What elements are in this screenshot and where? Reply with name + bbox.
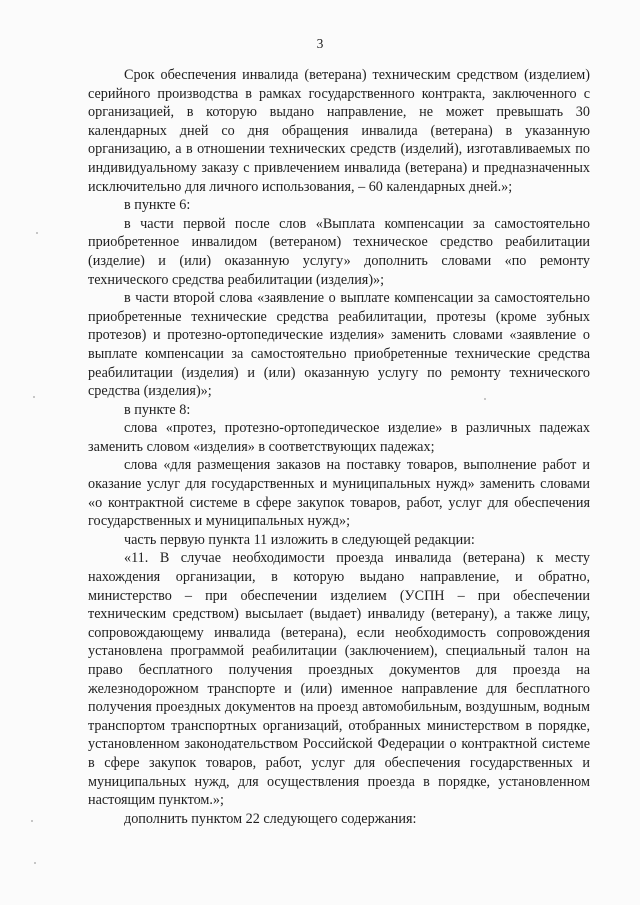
paragraph-point-6-part-1: в части первой после слов «Выплата компенсации за самостоятельно приобретенное инвалидом (ветераном) техническое средство реабилитации (изделие) и (или) оказанную услугу» дополнить словами «по ремонту технического средства реабилитации (изделия)»; <box>88 215 590 288</box>
scan-speck <box>31 820 33 822</box>
paragraph-point-8-words-prosthesis: слова «протез, протезно-ортопедическое изделие» в различных падежах заменить словом «изделия» в соответствующих падежах; <box>88 420 590 455</box>
document-body <box>88 66 590 828</box>
paragraph-point-11-intro: часть первую пункта 11 изложить в следующей редакции: <box>124 531 475 548</box>
paragraph-delivery-term: Срок обеспечения инвалида (ветерана) техническим средством (изделием) серийного производства в рамках государственного контракта, заключенного с организацией, в которую выдано направление, не может превышать 30 календарных дней со дня обращения инвалида (ветерана) в указанную организацию, а в отношении технических средств (изделий), изготавливаемых по индивидуальному заказу с привлечением инвалида (ветерана) и предназначенных исключительно для личного использования, – 60 календарных дней.»; <box>88 67 590 195</box>
paragraph-point-6-part-2: в части второй слова «заявление о выплате компенсации за самостоятельно приобретенные технические средства реабилитации, протезы (кроме зубных протезов) и протезно-ортопедические изделия» заменить словами «заявление о выплате компенсации за самостоятельно приобретенные технические средства реабилитации (изделия) и (или) оказанную услугу по ремонту технического средства (изделия)»; <box>88 290 590 400</box>
paragraph-point-6-heading: в пункте 6: <box>124 197 191 214</box>
scan-speck <box>33 396 35 398</box>
page-number: 3 <box>316 36 324 51</box>
scan-speck <box>484 398 486 400</box>
paragraph-point-8-words-procurement: слова «для размещения заказов на поставку товаров, выполнение работ и оказание услуг для государственных и муниципальных нужд» заменить словами «о контрактной системе в сфере закупок товаров, работ, услуг для обеспечения государственных и муниципальных нужд»; <box>88 457 590 530</box>
scan-speck <box>34 862 36 864</box>
paragraph-point-11-text: «11. В случае необходимости проезда инвалида (ветерана) к месту нахождения организации, в которую выдано направление, и обратно, министерство – при обеспечении изделием (УСПН – при обеспечении техническим средством) высылает (выдает) инвалиду (ветерану), а также лицу, сопровождающему инвалида (ветерана), если необходимость сопровождения установлена программой реабилитации (заключением), специальный талон на право бесплатного получения проездных документов для проезда на железнодорожном транспорте и (или) именное направление для бесплатного получения проездных документов на проезд автомобильным, воздушным, водным транспортом транспортных организаций, отобранных министерством в порядке, установленном законодательством Российской Федерации о контрактной системе в сфере закупок товаров, работ, услуг для обеспечения государственных и муниципальных нужд, для осуществления проезда в порядке, установленном настоящим пунктом.»; <box>88 550 590 809</box>
scan-speck <box>36 232 38 234</box>
paragraph-point-8-heading: в пункте 8: <box>124 401 191 418</box>
paragraph-point-22-intro: дополнить пунктом 22 следующего содержания: <box>124 810 417 827</box>
